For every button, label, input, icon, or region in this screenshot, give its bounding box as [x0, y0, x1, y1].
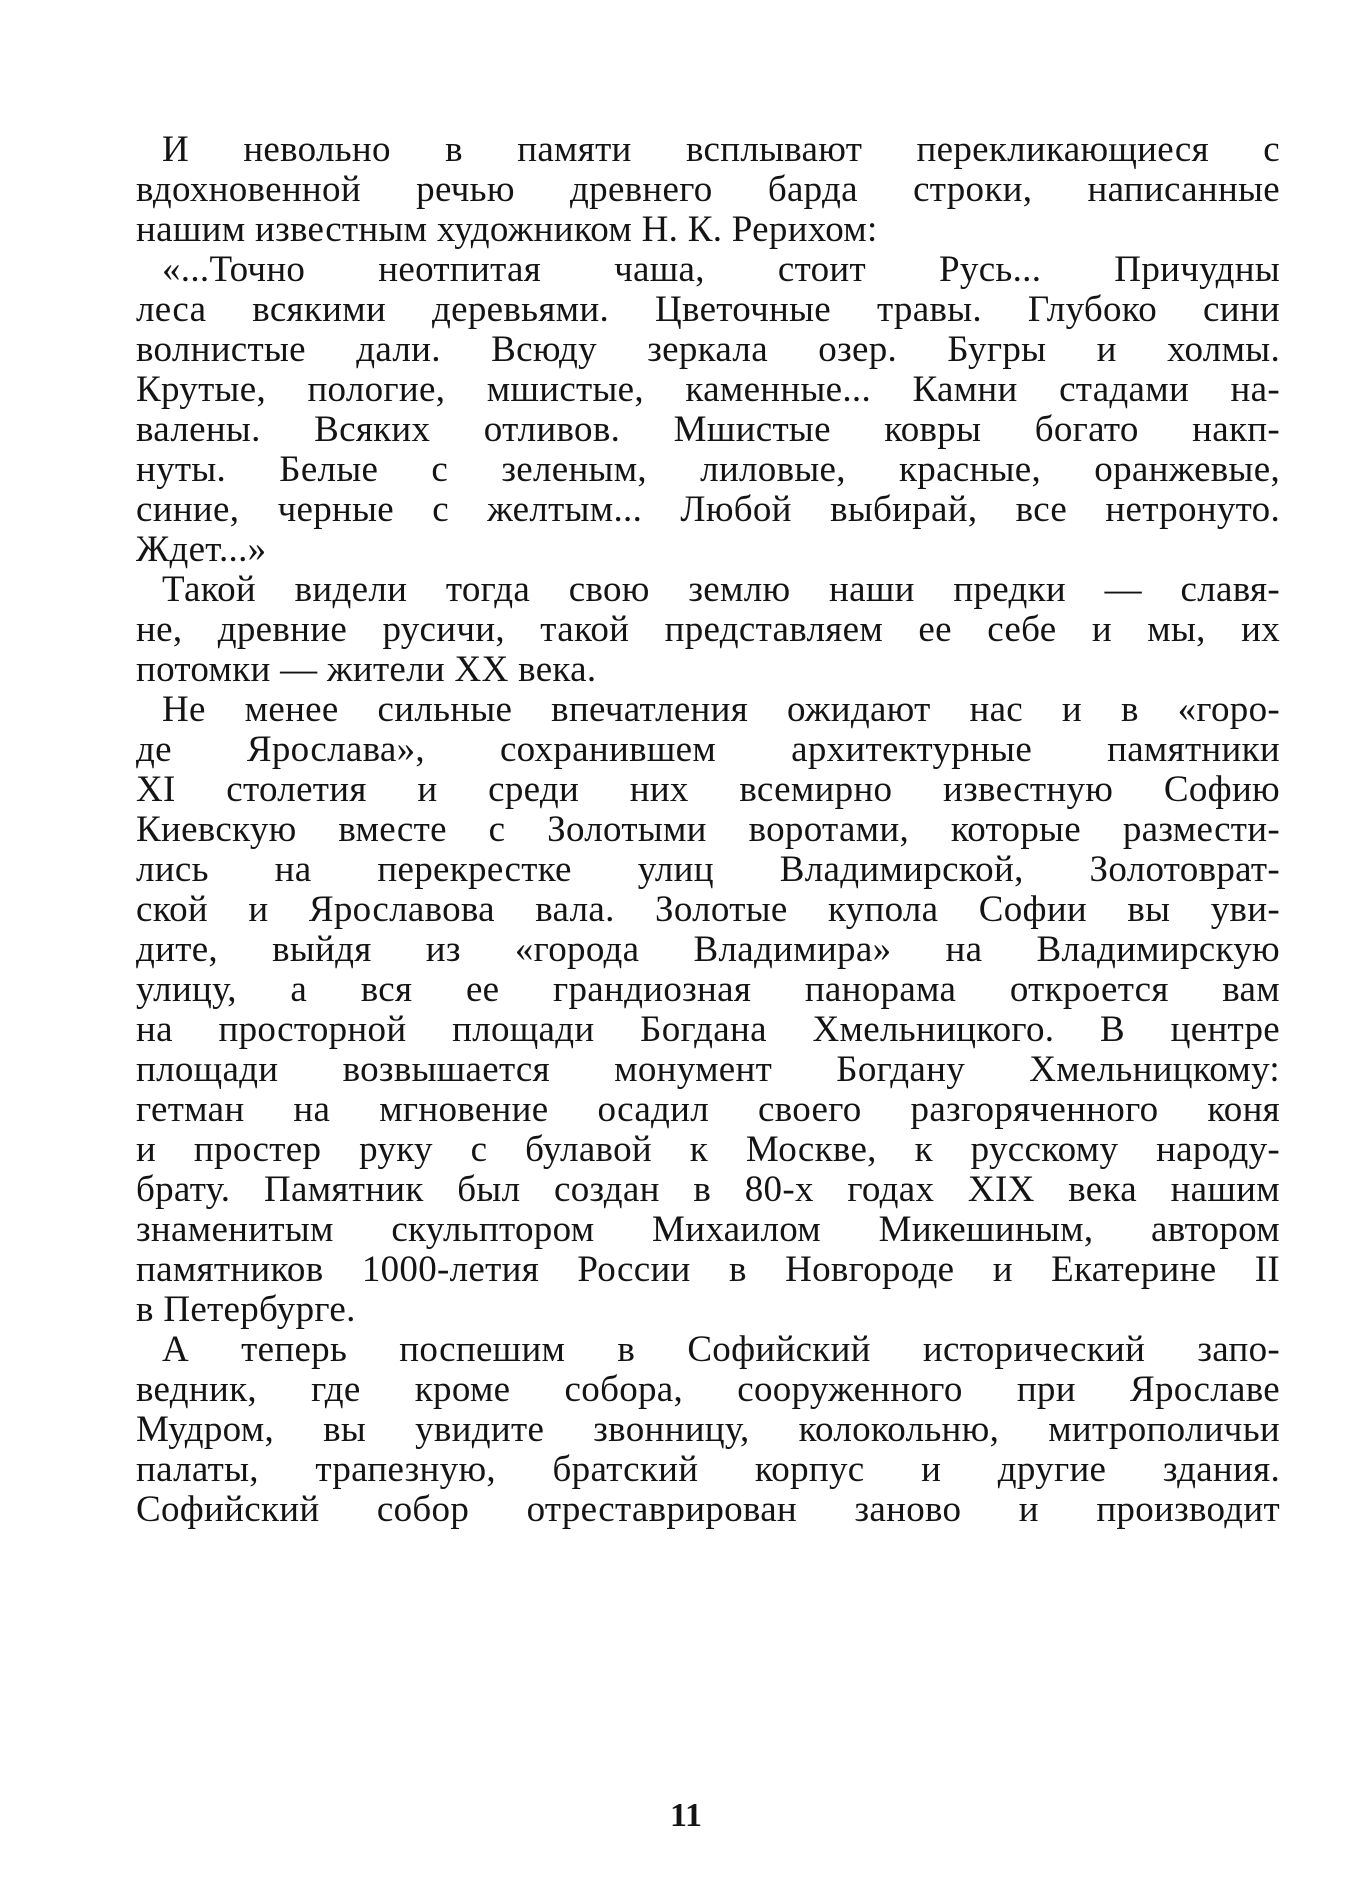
text-line: потомки — жители XX века.: [136, 649, 597, 690]
text-line: ведник, где кроме собора, сооруженного при Ярославе: [136, 1369, 1280, 1410]
text-line: Софийский собор отреставрирован заново и производит: [136, 1489, 1280, 1530]
text-line: не, древние русичи, такой представляем ее себе и мы, их: [136, 609, 1280, 650]
text-line: Крутые, пологие, мшистые, каменные... Камни стадами на-: [136, 369, 1280, 410]
text-line: знаменитым скульптором Михаилом Микешиным, автором: [136, 1209, 1280, 1250]
text-line: леса всякими деревьями. Цветочные травы. Глубоко сини: [136, 289, 1280, 330]
text-line: лись на перекрестке улиц Владимирской, Золотоврат-: [136, 849, 1280, 890]
text-line: И невольно в памяти всплывают перекликающиеся с: [162, 129, 1280, 170]
text-line: на просторной площади Богдана Хмельницкого. В центре: [136, 1009, 1280, 1050]
text-line: нашим известным художником Н. К. Рерихом:: [136, 209, 878, 250]
text-line: Киевскую вместе с Золотыми воротами, которые размести-: [136, 809, 1280, 850]
text-line: нуты. Белые с зеленым, лиловые, красные, оранжевые,: [136, 449, 1280, 490]
text-line: А теперь поспешим в Софийский исторический запо-: [162, 1329, 1280, 1370]
text-line: XI столетия и среди них всемирно известную Софию: [136, 769, 1280, 810]
text-line: синие, черные с желтым... Любой выбирай, все нетронуто.: [136, 489, 1280, 530]
text-line: гетман на мгновение осадил своего разгоряченного коня: [136, 1089, 1280, 1130]
text-line: волнистые дали. Всюду зеркала озер. Бугры и холмы.: [136, 329, 1280, 370]
text-line: «...Точно неотпитая чаша, стоит Русь... Причудны: [162, 249, 1280, 290]
text-line: ской и Ярославова вала. Золотые купола Софии вы уви-: [136, 889, 1280, 930]
text-line: Такой видели тогда свою землю наши предки — славя-: [162, 569, 1280, 610]
text-line: дите, выйдя из «города Владимира» на Владимирскую: [136, 929, 1280, 970]
text-line: вдохновенной речью древнего барда строки, написанные: [136, 169, 1280, 210]
text-line: Мудром, вы увидите звонницу, колокольню, митрополичьи: [136, 1409, 1280, 1450]
text-line: в Петербурге.: [136, 1289, 356, 1330]
text-line: валены. Всяких отливов. Мшистые ковры богато накп-: [136, 409, 1280, 450]
text-line: памятников 1000-летия России в Новгороде и Екатерине II: [136, 1249, 1280, 1290]
text-line: де Ярослава», сохранившем архитектурные памятники: [136, 729, 1280, 770]
text-line: брату. Памятник был создан в 80-х годах XIX века нашим: [136, 1169, 1280, 1210]
text-line: Не менее сильные впечатления ожидают нас и в «горо-: [162, 689, 1280, 730]
text-line: Ждет...»: [136, 529, 267, 570]
text-line: улицу, а вся ее грандиозная панорама откроется вам: [136, 969, 1280, 1010]
text-line: и простер руку с булавой к Москве, к русскому народу-: [136, 1129, 1280, 1170]
text-line: площади возвышается монумент Богдану Хмельницкому:: [136, 1049, 1280, 1090]
text-line: палаты, трапезную, братский корпус и другие здания.: [136, 1449, 1280, 1490]
page-number: 11: [669, 1797, 703, 1834]
